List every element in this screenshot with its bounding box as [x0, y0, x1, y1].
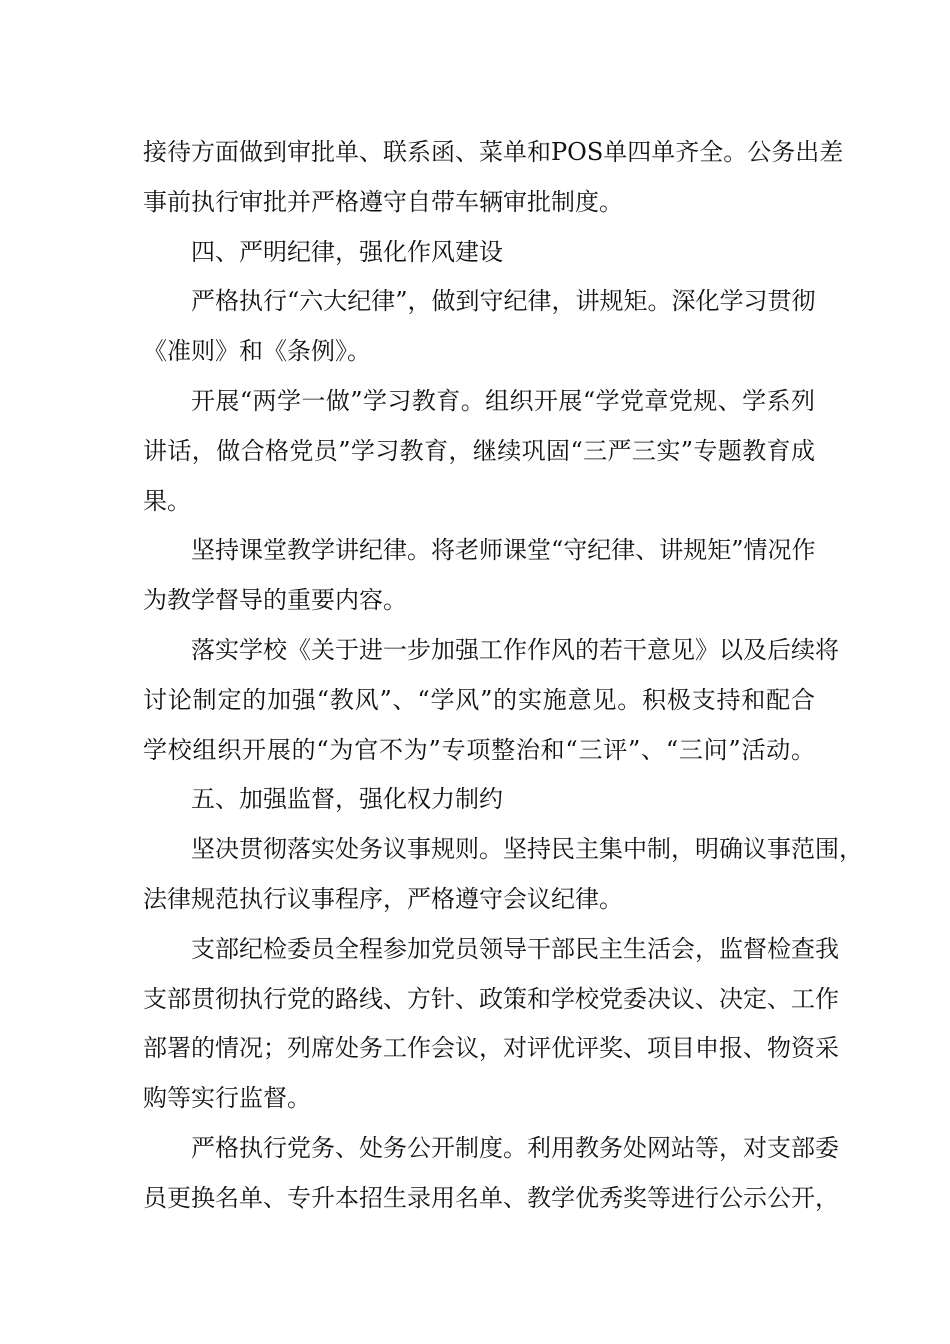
text-line: 严格执行“六大纪律”，做到守纪律，讲规矩。深化学习贯彻: [191, 287, 816, 316]
text-line: 果。: [143, 486, 191, 515]
text-line: 开展“两学一做”学习教育。组织开展“学党章党规、学系列: [191, 386, 815, 415]
text-line: 严格执行党务、处务公开制度。利用教务处网站等，对支部委: [191, 1133, 839, 1162]
text-line: 落实学校《关于进一步加强工作作风的若干意见》以及后续将: [191, 635, 839, 664]
text-line: 讨论制定的加强“教风”、“学风”的实施意见。积极支持和配合: [143, 685, 815, 714]
text-line: 支部贯彻执行党的路线、方针、政策和学校党委决议、决定、工作: [143, 984, 839, 1013]
section-heading: 四、严明纪律，强化作风建设: [191, 237, 503, 266]
text-line: 事前执行审批并严格遵守自带车辆审批制度。: [143, 187, 623, 216]
text-line: 《准则》和《条例》。: [143, 337, 371, 366]
text-line: 坚决贯彻落实处务议事规则。坚持民主集中制，明确议事范围，: [191, 835, 863, 864]
section-heading: 五、加强监督，强化权力制约: [191, 785, 503, 814]
text-line: 讲话，做合格党员”学习教育，继续巩固“三严三实”专题教育成: [143, 436, 815, 465]
text-line: 部署的情况；列席处务工作会议，对评优评奖、项目申报、物资采: [143, 1034, 839, 1063]
document-body: [143, 128, 863, 1224]
text-line: 接待方面做到审批单、联系函、菜单和POS单四单齐全。公务出差: [143, 138, 844, 166]
text-line: 学校组织开展的“为官不为”专项整治和“三评”、“三问”活动。: [143, 735, 815, 764]
text-line: 坚持课堂教学讲纪律。将老师课堂“守纪律、讲规矩”情况作: [191, 536, 816, 565]
text-line: 购等实行监督。: [143, 1084, 311, 1113]
text-line: 员更换名单、专升本招生录用名单、教学优秀奖等进行公示公开，: [143, 1183, 839, 1212]
text-line: 法律规范执行议事程序，严格遵守会议纪律。: [143, 884, 623, 913]
text-line: 支部纪检委员全程参加党员领导干部民主生活会，监督检查我: [191, 934, 839, 963]
text-line: 为教学督导的重要内容。: [143, 586, 407, 615]
